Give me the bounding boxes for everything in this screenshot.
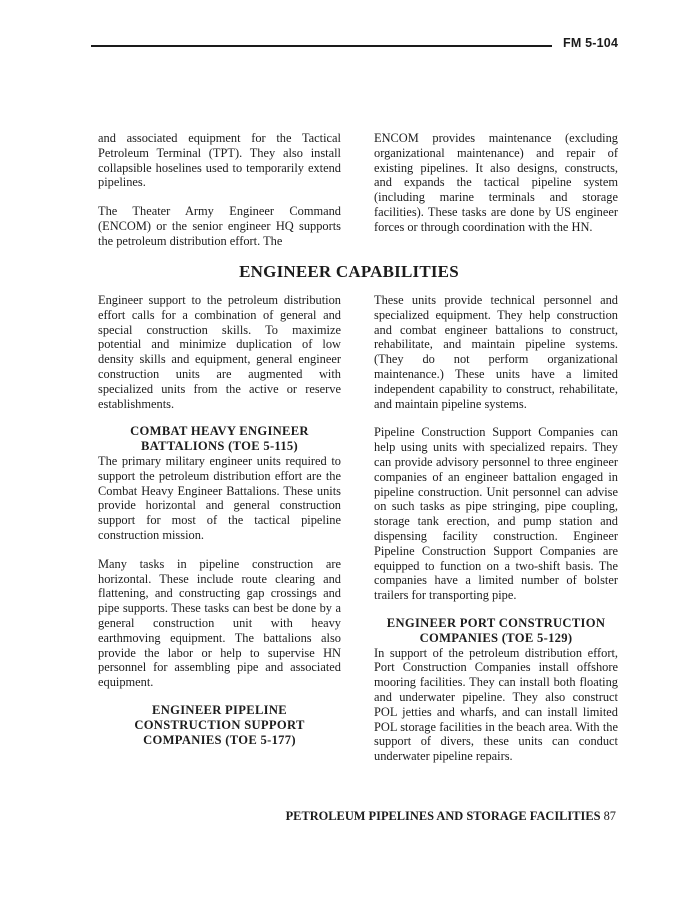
right-column (374, 293, 618, 764)
pipeline-construction-heading (98, 703, 341, 747)
header-rule (91, 45, 552, 47)
top-right-column (374, 131, 618, 235)
heading-line: CONSTRUCTION SUPPORT (134, 717, 305, 732)
running-title: PETROLEUM PIPELINES AND STORAGE FACILITIES (285, 809, 601, 823)
port-construction-heading (374, 616, 618, 646)
heading-line: COMPANIES (TOE 5-129) (419, 630, 573, 645)
top-left-column (98, 131, 341, 249)
intro-paragraph: Engineer support to the petroleum distribution effort calls for a combination of general and special construction skills. To maximize potential and minimize duplication of low density skills and equipment, general engineer construction units are augmented with specialized units from the active or reserve establishments. (98, 293, 341, 411)
paragraph: The Theater Army Engineer Command (ENCOM) or the senior engineer HQ supports the petroleum distribution effort. The (98, 204, 341, 248)
heading-line: COMBAT HEAVY ENGINEER (130, 424, 309, 439)
heading-line: ENGINEER PORT CONSTRUCTION (386, 615, 606, 630)
paragraph: The primary military engineer units required to support the petroleum distribution effort are the Combat Heavy Engineer Battalions. These units provide horizontal and general construction support for most of the tactical pipeline construction mission. (98, 453, 341, 542)
paragraph-continued: These units provide technical personnel and specialized equipment. They help construction and combat engineer battalions to construct, rehabilitate, and maintain pipeline systems. (They do not perform organizational maintenance.) These units have a limited independent capability to construct, rehabilitate, and maintain pipeline systems. (374, 293, 618, 411)
page-footer (286, 809, 616, 824)
page-number: 87 (603, 809, 616, 823)
heading-line: BATTALIONS (TOE 5-115) (140, 439, 299, 454)
paragraph: ENCOM provides maintenance (excluding organizational maintenance) and repair of existing pipelines. It also designs, constructs, and expands the tactical pipeline system (including marine terminals and storage facilities). These tasks are done by US engineer forces or through coordination with the HN. (374, 131, 618, 234)
heading-line: COMPANIES (TOE 5-177) (143, 732, 296, 747)
document-id: FM 5-104 (563, 36, 619, 50)
heading-line: ENGINEER PIPELINE (152, 702, 287, 717)
combat-heavy-heading (98, 424, 341, 454)
paragraph: Pipeline Construction Support Companies can help using units with specialized repairs. They can provide advisory personnel to three engineer companies of an engineer battalion engaged in pipeline construction. Unit personnel can advise on such tasks as pipe stringing, pipe coupling, storage tank erection, and pump station and dispensing facility construction. Engineer Pipeline Construction Support Companies are equipped to function on a two-shift basis. The companies have a limited number of bolster trailers for transporting pipe. (374, 425, 618, 603)
section-title: ENGINEER CAPABILITIES (239, 262, 459, 281)
paragraph: Many tasks in pipeline construction are horizontal. These include route clearing and flattening, and constructing gap crossings and pipe supports. These tasks can best be done by a general construction unit with heavy earthmoving equipment. The battalions also provide the labor or help to supervise HN personnel for assembling pipe and associated equipment. (98, 556, 341, 690)
paragraph: and associated equipment for the Tactical Petroleum Terminal (TPT). They also install collapsible hoselines used to temporarily extend pipelines. (98, 131, 341, 190)
paragraph: In support of the petroleum distribution effort, Port Construction Companies install offshore mooring facilities. They can install both floating and underwater pipeline. They also construct POL jetties and wharfs, and can install limited POL storage facilities in the beach area. With the support of divers, these units can conduct underwater pipeline repairs. (374, 645, 618, 764)
left-column (98, 293, 341, 747)
